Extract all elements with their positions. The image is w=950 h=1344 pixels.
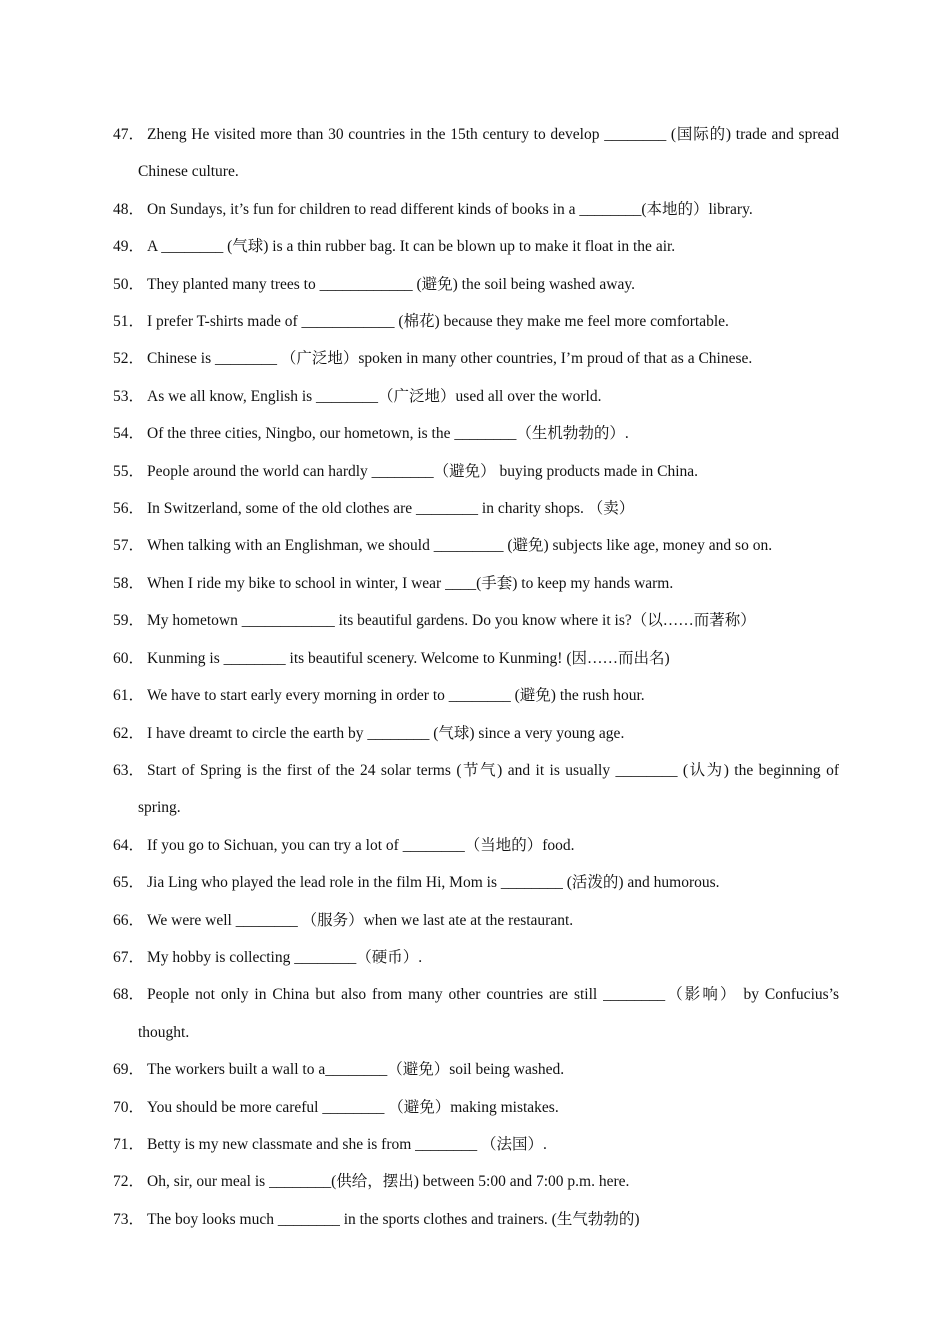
question-item — [113, 827, 839, 864]
question-text: Chinese is ________ （广泛地）spoken in many other countries, I’m proud of that as a Chinese. — [147, 350, 753, 368]
question-text: We were well ________ （服务）when we last ate at the restaurant. — [147, 911, 574, 929]
question-item — [113, 677, 839, 714]
question-number: 51． — [113, 313, 145, 331]
question-item — [113, 1201, 839, 1238]
question-item — [113, 415, 839, 452]
question-text: In Switzerland, some of the old clothes are ________ in charity shops. （卖） — [147, 500, 635, 518]
question-text: If you go to Sichuan, you can try a lot of ________（当地的）food. — [147, 836, 575, 854]
question-text: People not only in China but also from many other countries are still ________（影响） by Confucius’s thought. — [138, 986, 839, 1041]
question-item — [113, 303, 839, 340]
question-number: 54． — [113, 425, 145, 443]
question-text: Of the three cities, Ningbo, our hometown, is the ________（生机勃勃的）. — [147, 425, 629, 443]
question-number: 63． — [113, 761, 145, 779]
question-number: 57． — [113, 537, 145, 555]
question-item — [113, 602, 839, 639]
question-item — [113, 565, 839, 602]
question-item — [113, 902, 839, 939]
question-text: When talking with an Englishman, we should _________ (避免) subjects like age, money and so on. — [147, 537, 773, 555]
question-number: 66． — [113, 911, 145, 929]
question-item — [113, 864, 839, 901]
question-number: 62． — [113, 724, 145, 742]
question-text: We have to start early every morning in order to ________ (避免) the rush hour. — [147, 687, 645, 705]
question-text: Betty is my new classmate and she is from ________ （法国）. — [147, 1135, 547, 1153]
question-text: I have dreamt to circle the earth by ________ (气球) since a very young age. — [147, 724, 625, 742]
question-text: On Sundays, it’s fun for children to read different kinds of books in a ________(本地的）library. — [147, 200, 753, 218]
question-text: Kunming is ________ its beautiful scenery. Welcome to Kunming! (因……而出名) — [147, 649, 670, 667]
question-text: Oh, sir, our meal is ________(供给，摆出) between 5:00 and 7:00 p.m. here. — [147, 1173, 630, 1191]
question-number: 64． — [113, 836, 145, 854]
question-item — [113, 976, 839, 1051]
question-item — [113, 490, 839, 527]
question-item — [113, 1163, 839, 1200]
question-number: 69． — [113, 1061, 145, 1079]
question-item — [113, 116, 839, 191]
question-text: My hobby is collecting ________（硬币）. — [147, 948, 423, 966]
question-number: 65． — [113, 874, 145, 892]
question-text: My hometown ____________ its beautiful gardens. Do you know where it is?（以……而著称） — [147, 612, 756, 630]
question-text: The boy looks much ________ in the sports clothes and trainers. (生气勃勃的) — [147, 1210, 640, 1228]
question-text: Jia Ling who played the lead role in the film Hi, Mom is ________ (活泼的) and humorous. — [147, 874, 720, 892]
question-text: Start of Spring is the first of the 24 solar terms (节气) and it is usually ________ (认为) the beginning of spring. — [138, 761, 839, 817]
question-number: 48． — [113, 200, 145, 218]
question-item — [113, 228, 839, 265]
question-item — [113, 1051, 839, 1088]
question-number: 49． — [113, 238, 145, 256]
question-item — [113, 715, 839, 752]
question-number: 52． — [113, 350, 145, 368]
question-number: 67． — [113, 948, 145, 966]
question-item — [113, 340, 839, 377]
question-number: 71． — [113, 1135, 145, 1153]
question-text: You should be more careful ________ （避免）making mistakes. — [147, 1098, 559, 1116]
question-item — [113, 266, 839, 303]
question-item — [113, 378, 839, 415]
question-text: They planted many trees to ____________ (避免) the soil being washed away. — [147, 275, 635, 293]
question-item — [113, 191, 839, 228]
question-text: The workers built a wall to a________（避免）soil being washed. — [147, 1061, 565, 1079]
question-number: 59． — [113, 612, 145, 630]
question-number: 72． — [113, 1173, 145, 1191]
question-number: 50． — [113, 275, 145, 293]
question-item — [113, 1126, 839, 1163]
question-text: As we all know, English is ________（广泛地）used all over the world. — [147, 387, 602, 405]
question-number: 68． — [113, 986, 145, 1004]
question-item — [113, 640, 839, 677]
question-text: I prefer T-shirts made of ____________ (棉花) because they make me feel more comfortable. — [147, 313, 729, 331]
question-number: 55． — [113, 462, 145, 480]
question-item — [113, 527, 839, 564]
question-number: 53． — [113, 387, 145, 405]
question-text: People around the world can hardly ________（避免） buying products made in China. — [147, 462, 699, 480]
question-item — [113, 1089, 839, 1126]
question-number: 60． — [113, 649, 145, 667]
question-number: 47． — [113, 126, 145, 143]
question-item — [113, 453, 839, 490]
question-text: When I ride my bike to school in winter, I wear ____(手套) to keep my hands warm. — [147, 574, 674, 592]
question-text: A ________ (气球) is a thin rubber bag. It can be blown up to make it float in the air. — [147, 238, 676, 256]
question-number: 56． — [113, 500, 145, 518]
question-number: 58． — [113, 574, 145, 592]
question-item — [113, 939, 839, 976]
question-number: 70． — [113, 1098, 145, 1116]
question-list — [113, 116, 839, 1238]
question-text: Zheng He visited more than 30 countries in the 15th century to develop ________ (国际的) trade and spread Chinese culture. — [138, 126, 839, 181]
question-item — [113, 752, 839, 827]
question-number: 61． — [113, 687, 145, 705]
question-number: 73． — [113, 1210, 145, 1228]
